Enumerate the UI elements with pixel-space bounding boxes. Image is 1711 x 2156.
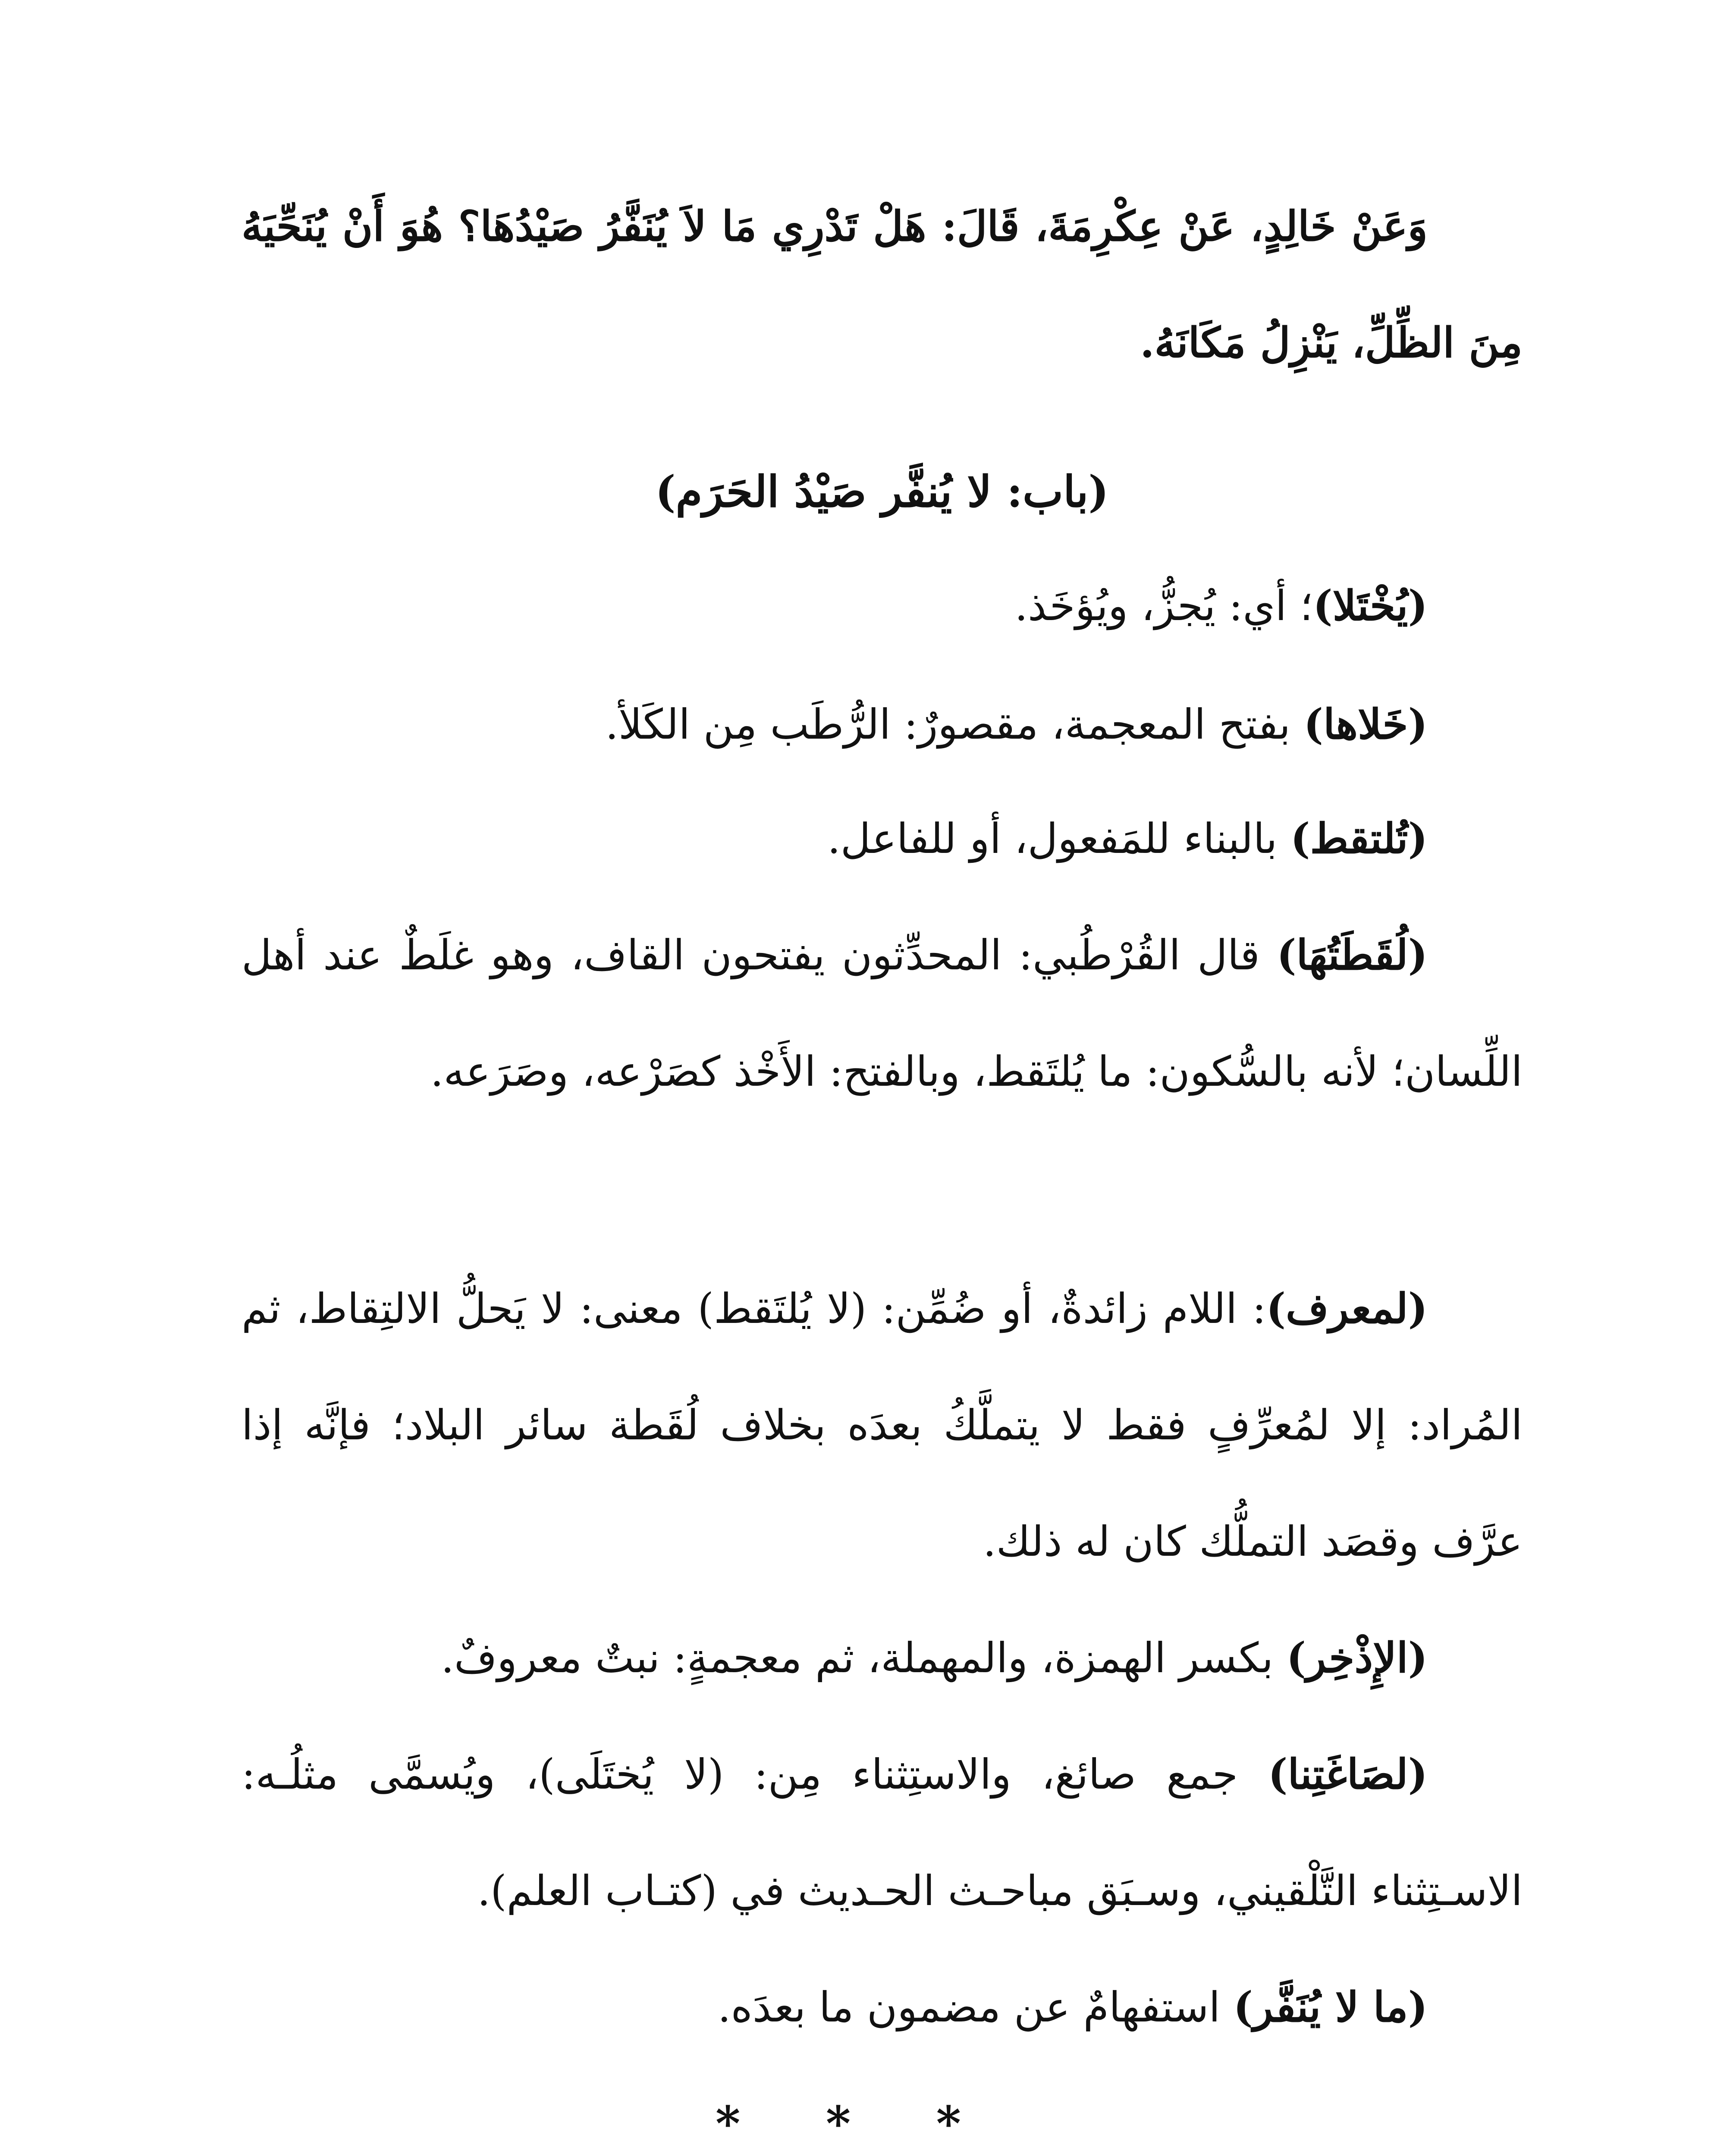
- entry-text: جمع صائغ، والاستِثناء مِن: (لا يُختَلَى)، ويُسمَّى مثلُـه: الاسـتِثناء التَّلْقيني، وسـبَق مباحـث الحـديث في (كتـاب العلم).: [242, 1750, 1523, 1915]
- entry-term: (لمعرف): [1266, 1284, 1428, 1333]
- entry-tultaqat: [242, 780, 1523, 897]
- entry-term: (خَلاها): [1303, 700, 1428, 749]
- entry-term: (لصَاغَتِنا): [1268, 1750, 1428, 1799]
- hadith-text: وَعَنْ خَالِدٍ، عَنْ عِكْرِمَةَ، قَالَ: هَلْ تَدْرِي مَا لاَ يُنَفَّرُ صَيْدُهَا؟ هُوَ أَنْ يُنَحِّيَهُ مِنَ الظِّلِّ، يَنْزِلُ مَكَانَهُ.: [242, 202, 1523, 367]
- entry-text: استفهامٌ عن مضمون ما بعدَه.: [717, 1983, 1234, 2031]
- entry-term: (لُقَطَتُهَا): [1277, 931, 1428, 979]
- entry-text: قال القُرْطُبي: المحدِّثون يفتحون القاف، وهو غلَطٌ عند أهل اللِّسان؛ لأنه بالسُّكون: ما يُلتَقط، وبالفتح: الأَخْذ كصَرْعه، وصَرَعه.: [242, 931, 1523, 1096]
- entry-ma-la-yunaffar: [242, 1949, 1523, 2065]
- entry-term: (تُلتقط): [1290, 814, 1428, 863]
- entry-luqatatuha: [242, 897, 1523, 1130]
- entry-term: (يُخْتَلا): [1313, 581, 1428, 630]
- entry-text: ؛ أي: يُجزُّ، ويُؤخَذ.: [1014, 582, 1313, 630]
- entry-text: : اللام زائدةٌ، أو ضُمِّن: (لا يُلتَقط) معنى: لا يَحلُّ الالتِقاط، ثم المُراد: إلا لمُعرِّفٍ فقط لا يتملَّكُ بعدَه بخلاف لُقَطة سائر البلاد؛ فإنَّه إذا عرَّف وقصَد التملُّك كان له ذلك.: [242, 1285, 1523, 1566]
- entry-term: (ما لا يُنَفَّر): [1233, 1983, 1428, 2031]
- entry-limuarrif: [242, 1250, 1523, 1600]
- entry-text: بالبناء للمَفعول، أو للفاعل.: [827, 815, 1290, 863]
- entry-sagatina: [242, 1716, 1523, 1949]
- section-separator: * * *: [715, 2096, 996, 2151]
- entry-text: بكسر الهمزة، والمهملة، ثم معجمةٍ: نبتٌ معروفٌ.: [441, 1634, 1287, 1682]
- entry-text: بفتح المعجمة، مقصورٌ: الرُّطَب مِن الكَلأ.: [605, 700, 1304, 749]
- entry-idhkhir: [242, 1600, 1523, 1716]
- entry-term: (الإِذْخِر): [1286, 1633, 1428, 1682]
- chapter-heading: (باب: لا يُنفَّر صَيْدُ الحَرَم): [655, 466, 1109, 517]
- entry-khalaha: [242, 666, 1523, 783]
- entry-yukhtala: [242, 548, 1523, 664]
